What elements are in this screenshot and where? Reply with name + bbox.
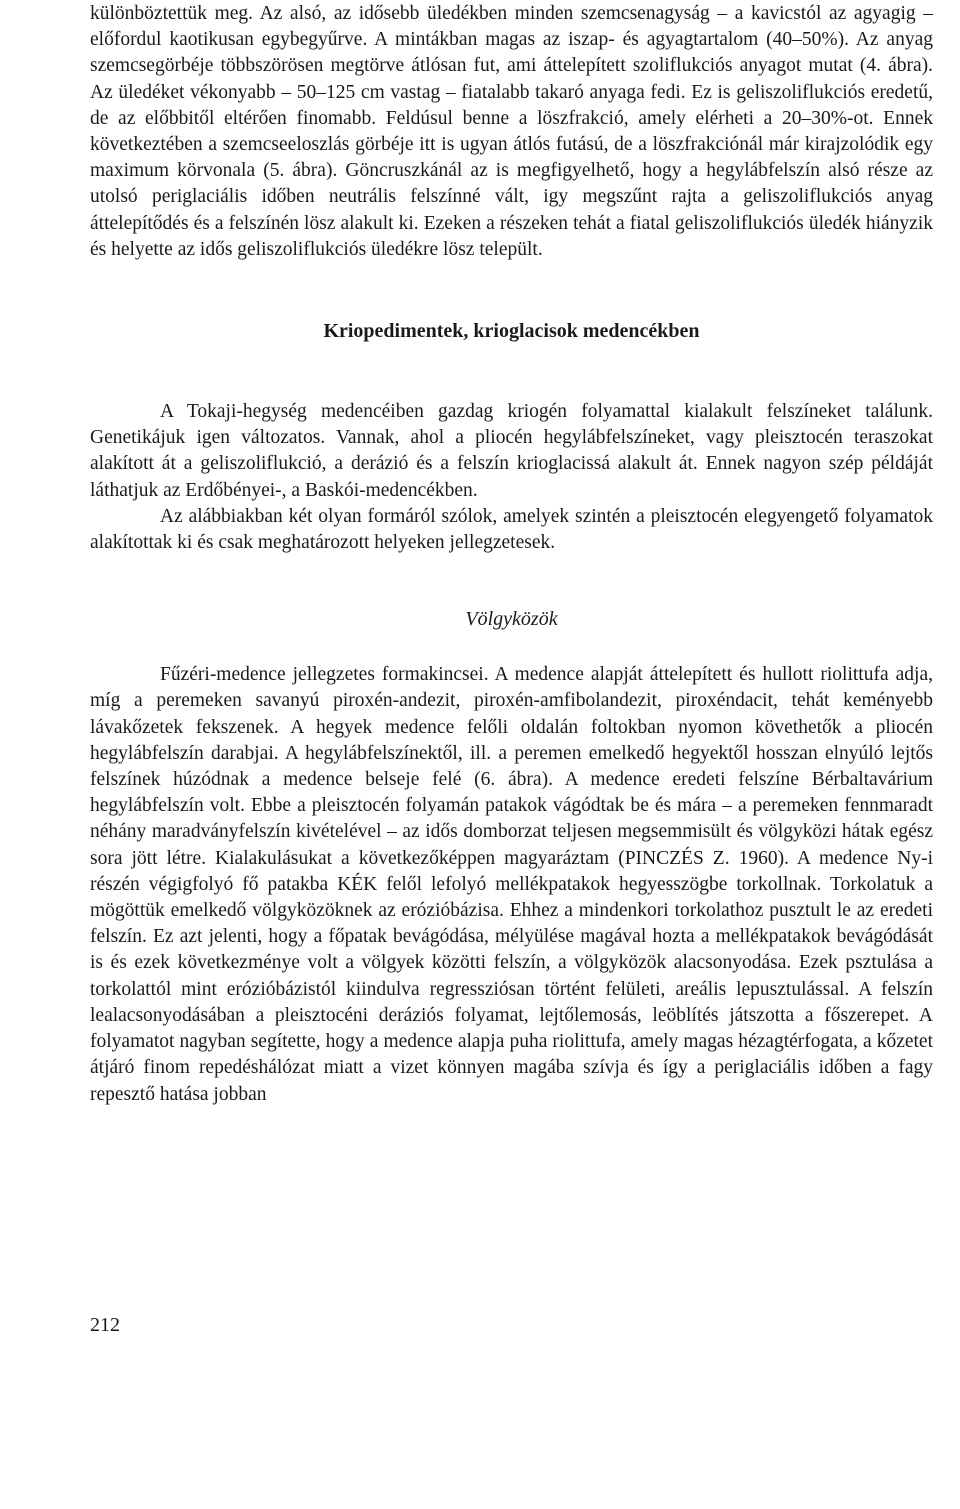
- subsection-heading: Völgyközök: [465, 608, 558, 631]
- paragraph-sediment-description: különböztettük meg. Az alsó, az idősebb üledékben minden szemcsenagyság – a kavicstól az agyagig – előfordul kaotikusan egybegyűrve. A mintákban magas az iszap- és agyagtartalom (40–50%). Az anyag szemcsegörbéje többszörösen megtörve átlósan fut, ami áttelepített szoliflukciós anyagot mutat (4. ábra). Az üledéket vékonyabb – 50–125 cm vastag – fiatalabb takaró anyaga fedi. Ez is geliszoliflukciós eredetű, de az előbbitől eltérően finomabb. Feldúsul benne a löszfrakció, amely elérheti a 20–30%-ot. Ennek következtében a szemcseeloszlás görbéje itt is ugyan átlós futású, de a löszfrakciónál már kirajzolódik egy maximum körvonala (5. ábra). Göncruszkánál az is megfigyelhető, hogy a hegylábfelszín alsó része az utolsó periglaciális időben neutrális felszínné vált, igy megszűnt rajta a geliszoliflukciós anyag áttelepítődés és a felszínén lösz alakult ki. Ezeken a részeken tehát a fiatal geliszoliflukciós üledék hiányzik és helyette az idős geliszoliflukciós üledékre lösz települt.: [90, 3, 933, 260]
- section-heading: Kriopedimentek, krioglacisok medencékben: [323, 320, 700, 343]
- paragraph-two-forms: Az alábbiakban két olyan formáról szólok, amelyek szintén a pleisztocén elegyengető folyamatok alakítottak ki és csak meghatározott helyeken jellegzetesek.: [90, 505, 933, 554]
- page-number: 212: [90, 1314, 120, 1336]
- paragraph-cryogenic-surfaces: A Tokaji-hegység medencéiben gazdag kriogén folyamattal kialakult felszíneket találunk. Genetikájuk igen változatos. Vannak, ahol a pliocén hegylábfelszíneket, vagy pleisztocén teraszokat alakított át a geliszoliflukció, a derázió és a felszín krioglacissá alakult át. Ennek nagyon szép példáját láthatjuk az Erdőbényei-, a Baskói-medencékben.: [90, 401, 933, 501]
- paragraph-fuzer-basin: Fűzéri-medence jellegzetes formakincsei. A medence alapját áttelepített és hullott riolittufa adja, míg a peremeken savanyú piroxén-andezit, piroxén-amfibolandezit, piroxéndacit, tehát keményebb lávakőzetek fekszenek. A hegyek medence felőli oldalán foltokban nyomon követhetők a pliocén hegylábfelszín darabjai. A hegylábfelszínektől, ill. a peremen emelkedő hegyektől hosszan elnyúló lejtős felszínek húzódnak a medence belseje felé (6. ábra). A medence eredeti felszíne Bérbaltavárium hegylábfelszín volt. Ebbe a pleisztocén folyamán patakok vágódtak be és mára – a peremeken fennmaradt néhány maradványfelszín kivételével – az idős domborzat teljesen megsemmisült és völgyközi hátak egész sora jött létre. Kialakulásukat a következőképpen magyaráztam (PINCZÉS Z. 1960). A medence Ny-i részén végigfolyó fő patakba KÉK felől lefolyó mellékpatakok hegyesszögbe torkollnak. Torkolatuk a mögöttük emelkedő völgyközöknek az erózióbázisa. Ehhez a mindenkori torkolathoz pusztult le az eredeti felszín. Ez azt jelenti, hogy a főpatak bevágódása, mélyülése magával hozta a mellékpatakok bevágódását is és ezek következménye volt a völgyek közötti felszín, a völgyközök alacsonyodása. Ezek psztulása a torkolattól mint erózióbázistól kiindulva regressziósan történt felületi, areális lepusztulással. A felszín lealacsonyodásában a pleisztocéni deráziós folyamat, lejtőlemosás, leöblítés játszotta a főszerepet. A folyamatot nagyban segítette, hogy a medence alapja puha riolittufa, amely magas hézagtérfogata, a kőzetet átjáró finom repedéshálózat miatt a vizet könnyen magába szívja és így a periglaciális időben a fagy repesztő hatása jobban: [90, 664, 933, 1105]
- document-page: [90, 0, 933, 1108]
